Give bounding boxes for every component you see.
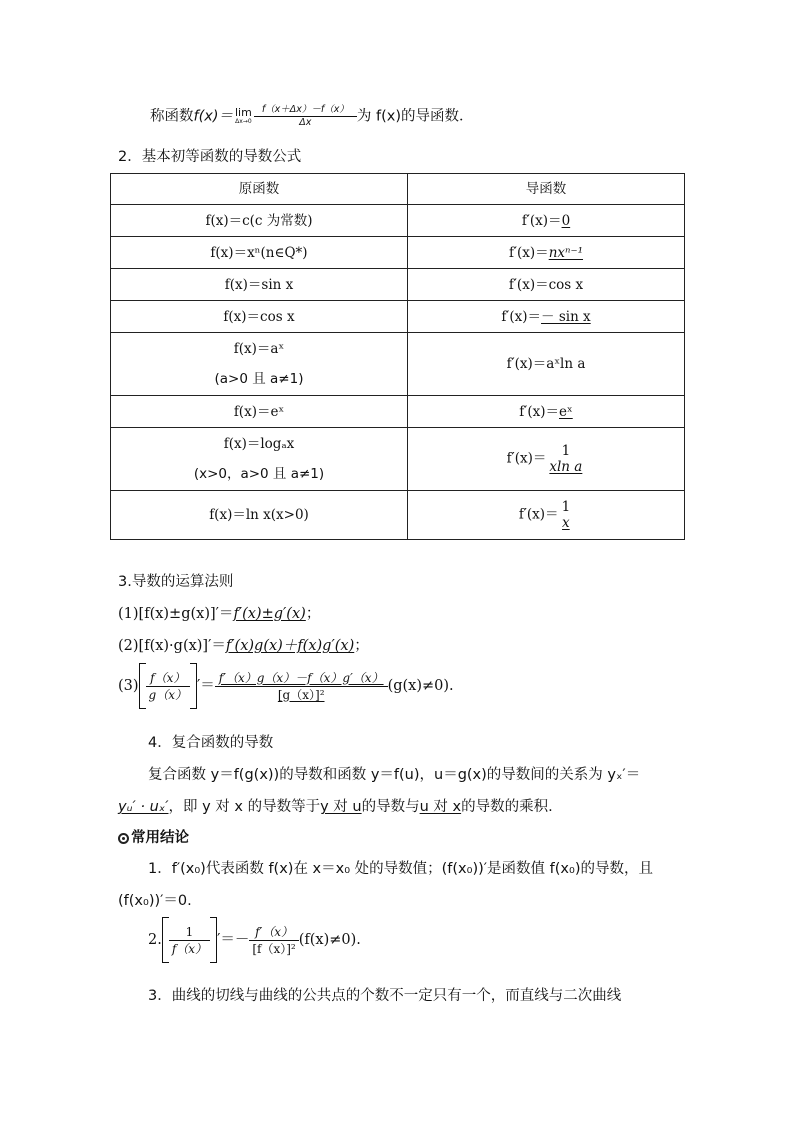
table-row [111,205,685,237]
deriv-cell: f′(x)＝aˣln a [408,333,685,396]
rule-quotient: (3) $\frac{f(x)}{g(x)}$ ′＝ $\frac{f'(x)g(x)-f(x)g'(x)}{\text{[g（x）]²}}$ (g(x)≠0). [118,663,454,709]
table-row [111,237,685,269]
table-row [111,269,685,301]
orig-cell: f(x)＝logₐx (x>0，a>0 且 a≠1) [111,428,408,491]
deriv-cell: f′(x)＝cos x [408,269,685,301]
header-original: 原函数 [111,174,408,205]
table-row [111,333,685,396]
derivative-definition [150,104,474,129]
intro-prefix: 称函数 [150,108,194,125]
orig-cell: f(x)＝c(c 为常数) [111,205,408,237]
table-row [111,428,685,491]
table-row [111,301,685,333]
conclusion-1b: (f(x₀))′＝0. [118,893,192,909]
conclusion-2: 2. $\frac{1}{f(x)}$ ′＝－ $\frac{f'(x)}{\text{[f（x）]²}}$ (f(x)≠0). [148,917,361,963]
section3-heading: 3.导数的运算法则 [118,574,234,590]
orig-cell: f(x)＝sin x [111,269,408,301]
composite-text-2: yᵤ′ · uₓ′，即 y 对 x 的导数等于y 对 u的导数与u 对 x的导数的乘积. [118,799,553,815]
deriv-cell: f′(x)＝ 1 xln a [408,428,685,491]
deriv-cell: f′(x)＝eˣ [408,396,685,428]
limit-operator: lim Δx→0 [235,105,252,125]
derivative-table [110,173,685,540]
conclusion-1a: 1．f′(x₀)代表函数 f(x)在 x＝x₀ 处的导数值；(f(x₀))′是函数值 f(x₀)的导数，且 [148,861,653,877]
composite-text-1: 复合函数 y＝f(g(x))的导数和函数 y＝f(u)，u＝g(x)的导数间的关系为 yₓ′＝ [148,767,641,783]
header-derivative: 导函数 [408,174,685,205]
orig-cell: f(x)＝cos x [111,301,408,333]
table-row [111,396,685,428]
deriv-cell: f′(x)＝－ sin x [408,301,685,333]
bullet-circle-icon [118,833,129,844]
rule-sum: (1)[f(x)±g(x)]′＝f′(x)±g′(x)； [118,606,321,622]
orig-cell: f(x)＝ln x(x>0) [111,491,408,540]
orig-cell: f(x)＝xⁿ(n∈Q*) [111,237,408,269]
orig-cell: f(x)＝aˣ (a>0 且 a≠1) [111,333,408,396]
rule-product: (2)[f(x)·g(x)]′＝f′(x)g(x)＋f(x)g′(x)； [118,638,369,654]
deriv-cell: f′(x)＝ 1 x [408,491,685,540]
conclusions-heading: 常用结论 [118,826,189,847]
section4-heading: 4．复合函数的导数 [148,735,274,751]
conclusion-3: 3．曲线的切线与曲线的公共点的个数不一定只有一个，而直线与二次曲线 [148,988,622,1004]
difference-quotient: $\frac{f(x+\Delta x)-f(x)}{\Delta x}$ [254,104,357,129]
deriv-cell: f′(x)＝0 [408,205,685,237]
table-header-row [111,174,685,205]
orig-cell: f(x)＝eˣ [111,396,408,428]
intro-fx: f(x)＝ [193,108,233,125]
section2-heading: 2．基本初等函数的导数公式 [118,149,302,165]
intro-suffix: 为 f(x)的导函数． [356,108,474,125]
deriv-cell: f′(x)＝nxⁿ⁻¹ [408,237,685,269]
table-row [111,491,685,540]
